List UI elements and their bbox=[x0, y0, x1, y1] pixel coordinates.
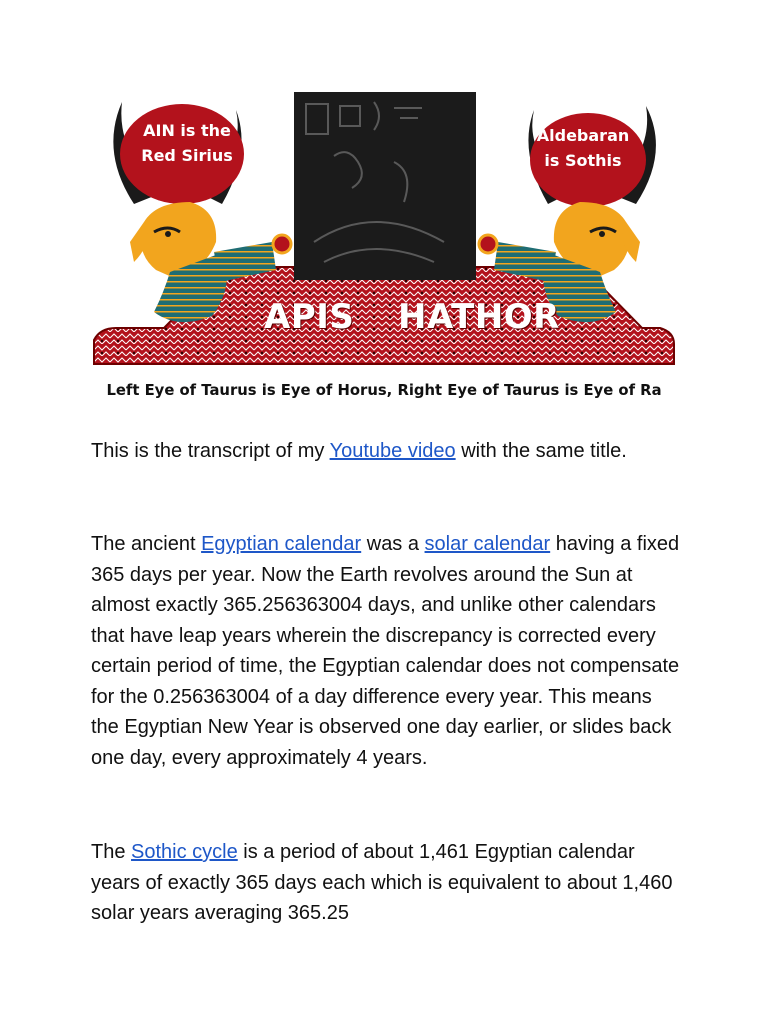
hero-image bbox=[94, 92, 674, 410]
bubble-right-text bbox=[528, 123, 638, 173]
p2-text-before: The ancient bbox=[91, 533, 202, 555]
bubble-right-line1: Aldebaran bbox=[536, 126, 630, 145]
p3-text-before: The bbox=[91, 841, 132, 863]
sothic-cycle-link[interactable]: Sothic cycle bbox=[131, 841, 238, 863]
bubble-left-line2: Red Sirius bbox=[141, 146, 233, 165]
banner-apis: APIS bbox=[264, 297, 355, 337]
hero-caption: Left Eye of Taurus is Eye of Horus, Right Eye of Taurus is Eye of Ra bbox=[106, 382, 662, 399]
p2-text-mid: was a bbox=[361, 533, 425, 555]
paragraph-intro bbox=[91, 436, 681, 467]
egyptian-calendar-link[interactable]: Egyptian calendar bbox=[201, 533, 362, 555]
stele-photo bbox=[294, 92, 476, 280]
p2-text-after: having a fixed 365 days per year. Now the Earth revolves around the Sun at almost exactly 365.256363004 days, and unlike other calendars that have leap years wherein the discrepancy is corrected every certain period of time, the Egyptian calendar does not compensate for the 0.256363004 of a day difference every year. This means the Egyptian New Year is observed one day earlier, or slides back one day, every approximately 4 years. bbox=[91, 533, 680, 769]
solar-calendar-link[interactable]: solar calendar bbox=[424, 533, 551, 555]
banner-hathor: HATHOR bbox=[398, 297, 560, 337]
paragraph-sothic-cycle bbox=[91, 837, 681, 929]
bubble-left-text bbox=[122, 118, 252, 168]
p1-text-before: This is the transcript of my bbox=[91, 440, 330, 462]
paragraph-egyptian-calendar bbox=[91, 529, 681, 773]
youtube-video-link[interactable]: Youtube video bbox=[329, 440, 456, 462]
p1-text-after: with the same title. bbox=[455, 440, 627, 462]
bubble-left-line1: AIN is the bbox=[143, 121, 231, 140]
bubble-right-line2: is Sothis bbox=[544, 151, 622, 170]
p3-text-after: is a period of about 1,461 Egyptian calendar years of exactly 365 days each which is equivalent to about 1,460 solar years averaging 365.25 bbox=[91, 841, 673, 924]
